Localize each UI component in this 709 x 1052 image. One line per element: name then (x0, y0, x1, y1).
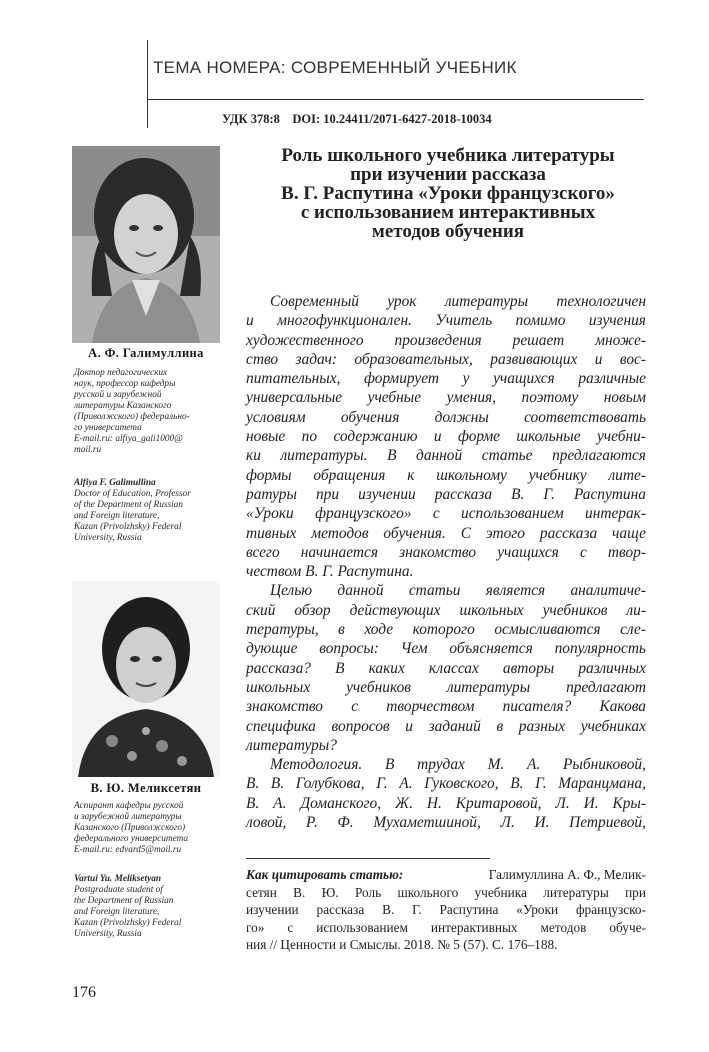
abstract-line (246, 466, 646, 485)
word: французского» (315, 505, 412, 523)
citation-label: Как цитировать статью: (246, 867, 404, 882)
word: многофункционален. (277, 312, 412, 330)
word: различных (578, 659, 646, 677)
word: учебников (346, 678, 411, 696)
word: решает (512, 331, 565, 349)
word: Г. (535, 775, 547, 793)
author-bio-line: University, Russia (74, 533, 142, 543)
word: «Уроки (246, 505, 294, 523)
abstract-line (246, 446, 646, 465)
abstract-line (246, 543, 646, 562)
abstract-line (246, 369, 646, 388)
author-bio-line: Аспирант кафедры русской (74, 801, 184, 811)
abstract (246, 292, 646, 832)
word: произведения (394, 331, 482, 349)
word: методов (311, 524, 369, 542)
word: новые (246, 428, 286, 446)
author-bio-line: the Department of Russian (74, 896, 174, 906)
word: В (387, 447, 397, 465)
author-bio-line: Postgraduate student of (74, 885, 163, 895)
word: Роль (354, 884, 382, 900)
word: школьного (397, 884, 459, 900)
word: го» (246, 919, 265, 935)
word: дующие (246, 640, 298, 658)
author-bio-line: of the Department of Russian (74, 500, 183, 510)
word: предлагают (566, 678, 646, 696)
word: Н. (426, 794, 442, 812)
word: соответствовать (524, 408, 646, 426)
word: учебников (542, 601, 608, 619)
word: обучения (340, 408, 400, 426)
word: питательных, (246, 370, 341, 388)
section-header-title: ТЕМА НОМЕРА: СОВРЕМЕННЫЙ УЧЕБНИК (153, 58, 517, 77)
word: и (405, 717, 413, 735)
word: тературы, (246, 621, 319, 639)
author-bio-line: (Приволжского) федерально- (74, 412, 190, 422)
word: писателя? (502, 698, 572, 716)
word: использованием (316, 919, 408, 935)
abstract-line (246, 504, 646, 523)
word: данной (416, 447, 463, 465)
word: В. (293, 884, 306, 900)
word: учебника (474, 884, 527, 900)
author-bio-line: University, Russia (74, 929, 142, 939)
author-bio-line: и зарубежной литературы (74, 812, 182, 822)
abstract-line (246, 408, 646, 427)
word: школьные (516, 428, 581, 446)
header-horizontal-rule (147, 99, 644, 100)
word: этого (485, 524, 525, 542)
word: учебнику (528, 466, 587, 484)
citation-rule (246, 858, 490, 859)
word: и (594, 350, 603, 368)
author-email: E-mail.ru: alfiya_gali1000@ (74, 434, 183, 444)
word: аналитиче- (570, 582, 646, 600)
article-title-line: методов обучения (371, 221, 525, 242)
author-name-ru: А. Ф. Галимуллина (88, 346, 204, 360)
citation-line (246, 919, 646, 937)
abstract-line (246, 350, 646, 369)
abstract-line: литературы? (246, 736, 337, 754)
citation-line (246, 866, 646, 884)
word: Р. (306, 814, 318, 832)
word: универсальные (246, 389, 343, 407)
word: В. (270, 775, 285, 793)
abstract-line (246, 774, 646, 793)
article-title-line: с использованием интерактивных (300, 202, 596, 223)
word: в (338, 621, 345, 639)
word: сле- (620, 621, 646, 639)
word: рассказа (434, 485, 493, 503)
abstract-line (246, 485, 646, 504)
word: Л. (555, 794, 570, 812)
word: рассказа (539, 524, 598, 542)
word: интерактивных (430, 919, 518, 935)
word: Чем (400, 640, 428, 658)
article-title (236, 146, 660, 241)
word: литературы. (280, 447, 368, 465)
word: урок (387, 293, 417, 310)
word: В. (510, 775, 524, 793)
word: школьному (436, 466, 507, 484)
word: ловой, (246, 814, 287, 832)
header-vertical-rule (147, 40, 148, 128)
word: является (485, 582, 546, 600)
abstract-line (246, 388, 646, 407)
author-bio-line: Kazan (Privolzhsky) Federal (74, 522, 182, 532)
author-bio-line: Казанского (Приволжского) (74, 823, 186, 833)
word: методов (540, 919, 587, 935)
abstract-line (246, 331, 646, 350)
word: данной (337, 582, 384, 600)
word: лите- (608, 466, 646, 484)
word: которого (412, 621, 475, 639)
word: Распутина (439, 902, 499, 918)
word: множе- (595, 331, 646, 349)
author-email: E-mail.ru: edvard5@mail.ru (74, 845, 182, 855)
author-bio-line: Kazan (Privolzhsky) Federal (74, 918, 182, 928)
word: литературы (444, 293, 529, 310)
word: Голубкова, (295, 775, 365, 793)
author-bio-line: го университета (74, 423, 142, 433)
word: французско- (575, 902, 646, 918)
word: при (625, 884, 646, 900)
word: с (287, 919, 294, 935)
word: Г. (543, 485, 555, 503)
word: по (301, 428, 318, 446)
word: тивных (246, 524, 297, 542)
word: учащихся (497, 543, 559, 561)
word: учащихся (493, 370, 555, 388)
word: ходе (364, 621, 394, 639)
word: объясняется (449, 640, 533, 658)
page-number: 176 (72, 984, 96, 1001)
word: Ф. (337, 814, 354, 832)
abstract-line (246, 601, 646, 620)
word: изучения (588, 312, 646, 330)
word: вопросов (331, 717, 390, 735)
word: В. (246, 775, 260, 793)
author-bio (74, 368, 224, 456)
word: и (433, 428, 442, 446)
word: твор- (607, 543, 646, 561)
author-bio-en (74, 478, 224, 544)
author-bio-line: наук, профессор кафедры (74, 379, 176, 389)
word: художественного (246, 331, 364, 349)
word: М. (487, 756, 505, 774)
author-name-en: Vartui Yu. Meliksetyan (74, 874, 162, 884)
word: формы (246, 466, 292, 484)
word: с (432, 505, 440, 523)
word: Распутина (573, 485, 646, 503)
word: Ж. (395, 794, 413, 812)
word: статье (481, 447, 533, 465)
word: школьных (246, 678, 311, 696)
word: ли- (626, 601, 646, 619)
word: Целью (270, 582, 313, 600)
word: В. (246, 794, 260, 812)
citation-text: Галимуллина А. Ф., Мелик- (488, 867, 646, 882)
word: литературы (543, 884, 609, 900)
word: чаще (612, 524, 646, 542)
word: А. (527, 756, 541, 774)
word: ство (246, 350, 279, 368)
author-photo-galimullina (72, 146, 220, 343)
word: с (351, 698, 359, 716)
word: помимо (515, 312, 566, 330)
word: изучении (246, 902, 299, 918)
abstract-line (246, 717, 646, 736)
citation-block (246, 866, 646, 954)
word: В. (511, 485, 525, 503)
abstract-line (246, 639, 646, 658)
word: Учитель (435, 312, 493, 330)
word: Мухаметшиной, (373, 814, 481, 832)
word: разных (518, 717, 566, 735)
word: Л. (500, 814, 515, 832)
word: классах (428, 659, 479, 677)
word: учебные (367, 389, 422, 407)
word: предлагаются (552, 447, 646, 465)
word: Ю. (321, 884, 339, 900)
word: рассказа (316, 902, 365, 918)
word: А. (399, 775, 413, 793)
word: знакомство (246, 698, 323, 716)
abstract-line (246, 697, 646, 716)
word: всего (246, 543, 280, 561)
citation-line (246, 901, 646, 919)
word: у (462, 370, 470, 388)
abstract-line (246, 620, 646, 639)
word: изучении (358, 485, 416, 503)
word: использованием (461, 505, 564, 523)
word: И. (583, 794, 599, 812)
author-bio-line: русской и зарубежной (74, 390, 162, 400)
author-email: mail.ru (74, 445, 102, 455)
word: обуче- (609, 919, 646, 935)
abstract-line (246, 794, 646, 813)
word: Какова (599, 698, 646, 716)
word: умения, (446, 389, 497, 407)
word: Гуковского, (424, 775, 499, 793)
word: Петриевой, (569, 814, 646, 832)
word: обучения. (383, 524, 446, 542)
word: Критаровой, (455, 794, 542, 812)
word: учебниках (580, 717, 646, 735)
word: трудах (417, 756, 465, 774)
author-bio-line: федерального университета (74, 834, 189, 844)
word: учебни- (596, 428, 646, 446)
word: школьных (459, 601, 524, 619)
author-bio-line: and Foreign literature, (74, 511, 160, 521)
word: поэтому (521, 389, 579, 407)
word: формирует (364, 370, 439, 388)
word: «Уроки (516, 902, 559, 918)
word: ратуры (246, 485, 297, 503)
word: обзор (294, 601, 331, 619)
word: ки (246, 447, 261, 465)
word: новым (603, 389, 646, 407)
author-name-ru: В. Ю. Меликсетян (90, 781, 202, 795)
word: В (335, 659, 345, 677)
word: условиям (246, 408, 306, 426)
word: Маранцмана, (558, 775, 646, 793)
word: развивающих (490, 350, 578, 368)
word: заданий (428, 717, 481, 735)
word: технологичен (556, 293, 646, 310)
word: авторы (502, 659, 555, 677)
abstract-line (246, 755, 646, 774)
word: Г. (376, 775, 388, 793)
word: И. (534, 814, 550, 832)
word: образовательных, (354, 350, 473, 368)
word: осмысливаются (494, 621, 601, 639)
word: знакомство (399, 543, 477, 561)
author-bio-en (74, 874, 224, 940)
word: с (579, 543, 587, 561)
article-title-line: Роль школьного учебника литературы (281, 145, 615, 166)
word: статьи (408, 582, 461, 600)
word: Рыбниковой, (563, 756, 646, 774)
abstract-line (246, 813, 646, 832)
word: действующих (349, 601, 441, 619)
author-bio (74, 801, 224, 856)
word: вопросы: (319, 640, 379, 658)
article-title-line: при изучении рассказа (350, 164, 546, 185)
abstract-line (246, 524, 646, 543)
word: ский (246, 601, 276, 619)
word: Кры- (612, 794, 646, 812)
word: В. (382, 902, 395, 918)
word: С (460, 524, 471, 542)
word: форме (457, 428, 500, 446)
author-bio-line: литературы Казанского (74, 401, 172, 411)
author-bio-line: Doctor of Education, Professor (74, 489, 191, 499)
word: различные (578, 370, 646, 388)
word: начинается (300, 543, 378, 561)
word: к (407, 466, 415, 484)
word: Методология. (270, 756, 363, 774)
article-title-line: В. Г. Распутина «Уроки французского» (281, 183, 615, 204)
citation-line (246, 884, 646, 902)
abstract-line (246, 678, 646, 697)
author-bio-line: and Foreign literature, (74, 907, 160, 917)
word: сетян (246, 884, 277, 900)
udk-doi-line: УДК 378:8 DOI: 10.24411/2071-6427-2018-10034 (222, 112, 492, 126)
word: задач: (295, 350, 337, 368)
word: интерак- (585, 505, 646, 523)
word: содержанию (333, 428, 418, 446)
word: Доманского, (300, 794, 382, 812)
word: В (384, 756, 395, 774)
author-bio-line: Доктор педагогических (74, 368, 168, 378)
word: рассказа? (246, 659, 311, 677)
word: каких (368, 659, 405, 677)
word: литературы (446, 678, 531, 696)
word: и (246, 312, 254, 330)
abstract-line (246, 311, 646, 330)
word: специфика (246, 717, 316, 735)
word: обращения (313, 466, 386, 484)
word: в (496, 717, 504, 735)
abstract-line (246, 659, 646, 678)
word: творчеством (386, 698, 475, 716)
author-name-en: Alfiya F. Galimullina (74, 478, 156, 488)
citation-line: ния // Ценности и Смыслы. 2018. № 5 (57). С. 176–188. (246, 937, 558, 953)
author-photo-meliksetyan (72, 581, 220, 777)
word: Г. (412, 902, 422, 918)
abstract-line (246, 427, 646, 446)
word: должны (434, 408, 489, 426)
abstract-line (246, 581, 646, 600)
abstract-line: чеством В. Г. Распутина. (246, 563, 414, 581)
word: А. (273, 794, 287, 812)
abstract-line (246, 292, 646, 311)
word: при (315, 485, 340, 503)
word: Современный (270, 293, 359, 310)
word: вос- (619, 350, 646, 368)
word: популярность (554, 640, 646, 658)
